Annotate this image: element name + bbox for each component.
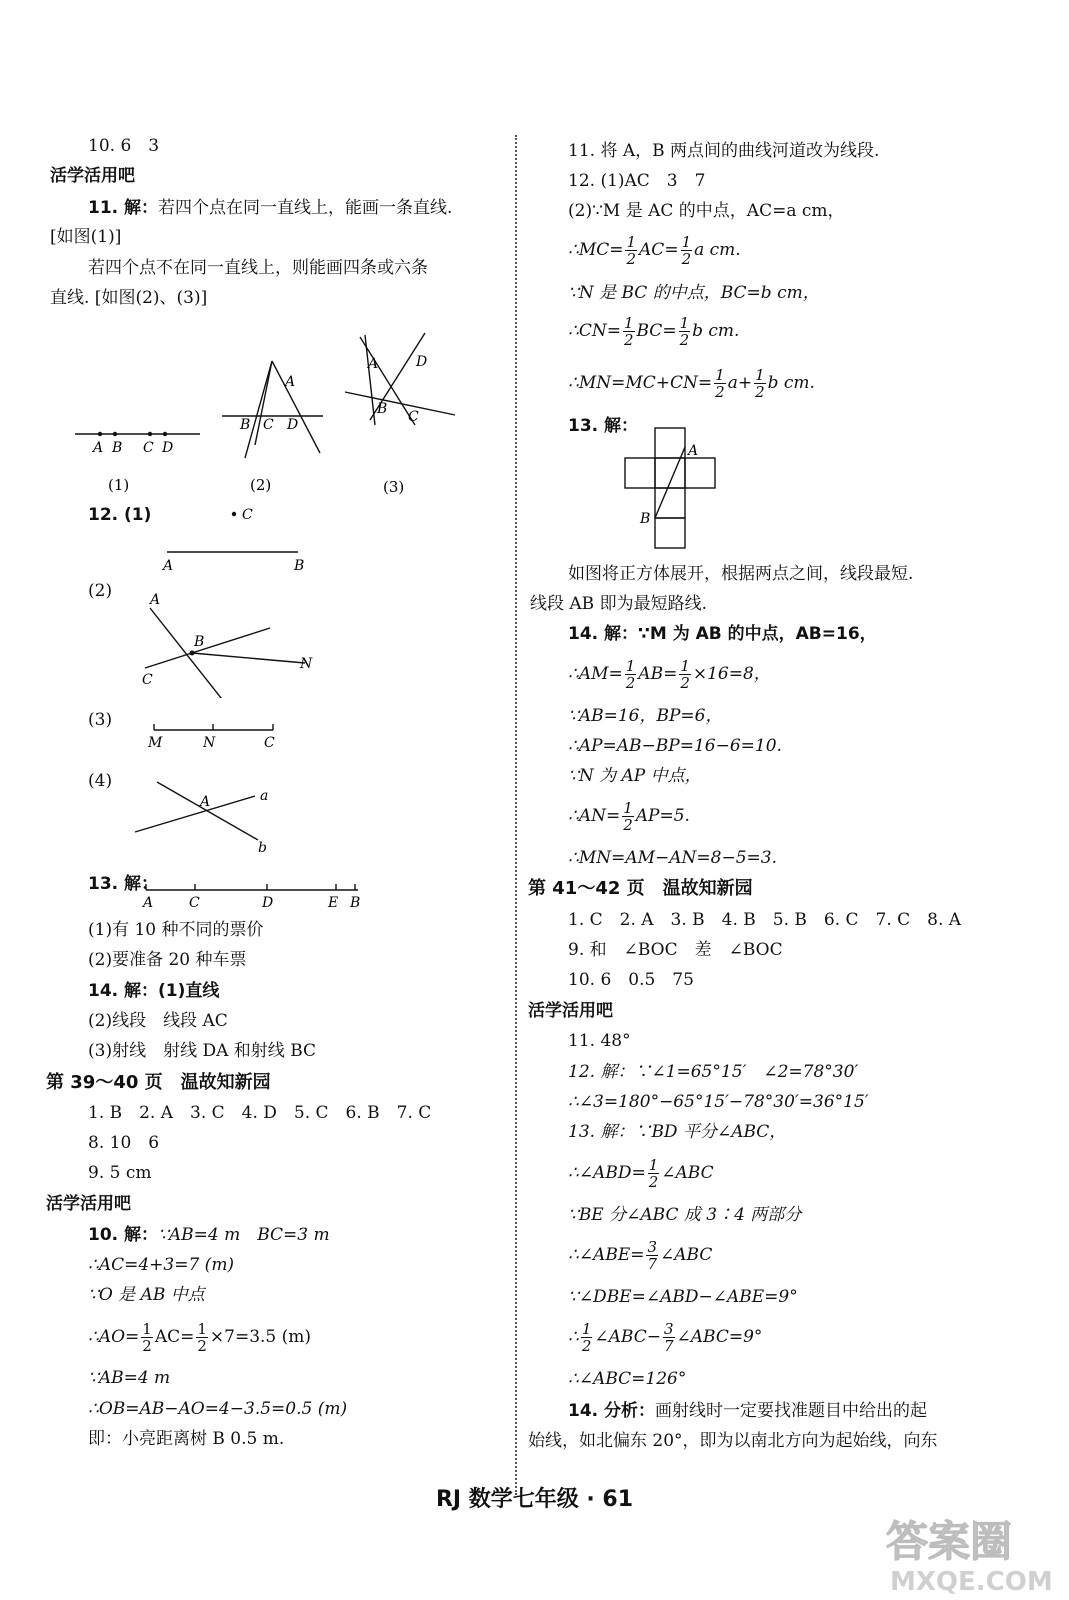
question-number: 11. 解： xyxy=(88,198,159,218)
point-label: M xyxy=(148,735,163,751)
expr: ∠ABC=9° xyxy=(676,1327,763,1347)
question-13-right: 13. 解： xyxy=(568,416,639,436)
expr: ∴AM= xyxy=(568,664,623,684)
answer-12-n: ∵N 是 BC 的中点，BC=b cm， xyxy=(568,283,820,303)
denominator: 2 xyxy=(625,674,636,692)
point-label: A xyxy=(285,374,296,390)
answer-14-line1: 14. 解：∵M 为 AB 的中点，AB=16， xyxy=(568,624,877,644)
question-number: 12. (1) xyxy=(88,505,152,525)
section-title-41-42: 第 41～42 页 温故知新园 xyxy=(528,878,753,899)
answer-14-ap: ∴AP=AB−BP=16−6=10. xyxy=(568,736,782,756)
expr: b cm. xyxy=(692,321,740,341)
denominator: 2 xyxy=(755,383,765,401)
expr: ∠ABC− xyxy=(594,1327,661,1347)
fraction xyxy=(754,367,766,400)
point-label: D xyxy=(416,354,428,370)
answer-text: ∵AB=4 m BC=3 m xyxy=(158,1225,330,1245)
fraction xyxy=(625,234,637,267)
expr: ∴MN=MC+CN= xyxy=(568,373,713,393)
answer-9: 9. 5 cm xyxy=(88,1163,152,1183)
question-12-2: (2) xyxy=(88,581,113,601)
answer-10-line6: ∴OB=AB−AO=4−3.5=0.5 (m) xyxy=(88,1399,348,1419)
answer-14-mn: ∴MN=AM−AN=8−5=3. xyxy=(568,848,778,868)
expr: ∴∠ABE= xyxy=(568,1245,645,1265)
answer-10-line5: ∵AB=4 m xyxy=(88,1368,171,1388)
denominator: 2 xyxy=(648,1173,659,1191)
numerator: 1 xyxy=(679,314,690,332)
fraction xyxy=(622,800,634,833)
point-label: C xyxy=(142,672,153,688)
question-number: 10. 解： xyxy=(88,1225,159,1245)
section-heading: 活学活用吧 xyxy=(46,1194,131,1214)
point-label: A xyxy=(143,895,154,911)
denominator: 2 xyxy=(626,250,637,268)
answer-13-abc: ∴∠ABC=126° xyxy=(568,1369,687,1389)
column-divider xyxy=(515,135,517,1495)
question-12-1 xyxy=(88,504,151,526)
point-label: N xyxy=(300,656,313,672)
expr: ∴CN= xyxy=(568,321,621,341)
answer-11-right-2: 11. 48° xyxy=(568,1031,631,1051)
page-footer: RJ 数学七年级 · 61 xyxy=(435,1487,634,1512)
answer-14-2: (2)线段 线段 AC xyxy=(88,1011,228,1031)
figure-12-3 xyxy=(140,715,290,755)
denominator: 2 xyxy=(679,331,690,349)
point-label: B xyxy=(112,440,123,456)
answer-10-line1 xyxy=(88,1224,330,1246)
point-label: D xyxy=(262,895,274,911)
point-label: N xyxy=(203,735,216,751)
expr: ∠ABC xyxy=(660,1245,713,1265)
section-heading: 活学活用吧 xyxy=(50,166,135,186)
answer-10-line4 xyxy=(88,1317,311,1357)
answer-13-line2: 线段 AB 即为最短路线. xyxy=(530,594,707,614)
answer-12-cn xyxy=(568,311,739,351)
figure-13-net xyxy=(620,425,730,555)
figure-12-4 xyxy=(130,770,290,860)
question-12-4: (4) xyxy=(88,771,113,791)
answer-8: 8. 10 6 xyxy=(88,1133,160,1153)
answer-11-right: 11. 将 A，B 两点间的曲线河道改为线段. xyxy=(568,141,880,161)
numerator: 1 xyxy=(681,233,692,251)
point-label: a xyxy=(260,788,269,804)
figure-caption: (1) xyxy=(108,476,130,494)
point-label: b xyxy=(258,840,267,856)
denominator: 2 xyxy=(680,674,690,692)
figure-caption: (3) xyxy=(383,478,405,496)
point-label: D xyxy=(287,417,299,433)
numerator: 1 xyxy=(625,657,636,675)
answer-9-right: 9. 和 ∠BOC 差 ∠BOC xyxy=(568,940,783,960)
point-label: A xyxy=(150,592,161,608)
expr: a cm. xyxy=(694,240,741,260)
numerator: 1 xyxy=(715,366,725,384)
point-label: A xyxy=(163,558,174,574)
point-label: A xyxy=(200,794,211,810)
answer-13-2: (2)要准备 20 种车票 xyxy=(88,950,247,970)
answer-13-eq xyxy=(568,1317,762,1357)
expr: ∴AO= xyxy=(88,1327,140,1347)
point-label: A xyxy=(368,356,379,372)
denominator: 2 xyxy=(623,331,634,349)
expr: AB= xyxy=(638,664,678,684)
answer-12-1: 12. (1)AC 3 7 xyxy=(568,171,706,191)
numerator: 1 xyxy=(755,366,765,384)
choice-answers-right: 1. C 2. A 3. B 4. B 5. B 6. C 7. C 8. A xyxy=(568,910,962,930)
expr: AC= xyxy=(639,240,679,260)
expr: BC= xyxy=(636,321,677,341)
fraction xyxy=(581,1321,593,1354)
point-label: C xyxy=(408,409,419,425)
denominator: 7 xyxy=(663,1337,674,1355)
answer-13-1: (1)有 10 种不同的票价 xyxy=(88,920,264,940)
watermark-logo xyxy=(878,1508,1066,1596)
answer-10-line3: ∵O 是 AB 中点 xyxy=(88,1285,205,1305)
answer-14-bp: ∵AB=16，BP=6， xyxy=(568,706,723,726)
fraction xyxy=(681,234,693,267)
answer-14-analysis-1 xyxy=(568,1400,927,1422)
point-label: A xyxy=(93,440,104,456)
expr: ×7=3.5 (m) xyxy=(209,1327,312,1347)
expr: ∴MC= xyxy=(568,240,624,260)
denominator: 2 xyxy=(197,1337,207,1355)
point-label: B xyxy=(294,558,305,574)
answer-13-line1: 如图将正方体展开，根据两点之间，线段最短. xyxy=(568,564,914,584)
answer-10-right: 10. 6 0.5 75 xyxy=(568,970,694,990)
answer-13-abe xyxy=(568,1235,712,1275)
point-label: C xyxy=(189,895,200,911)
fraction xyxy=(623,315,635,348)
fraction xyxy=(663,1321,675,1354)
expr: ∴AN= xyxy=(568,806,621,826)
fraction xyxy=(141,1321,153,1354)
point-label: C xyxy=(143,440,154,456)
numerator: 1 xyxy=(623,799,633,817)
numerator: 1 xyxy=(626,233,637,251)
question-number: 13. 解： xyxy=(88,874,159,894)
answer-12-right-2: ∴∠3=180°−65°15′−78°30′=36°15′ xyxy=(568,1092,869,1112)
section-heading: 活学活用吧 xyxy=(528,1001,613,1021)
expr: ∴ xyxy=(568,1327,579,1347)
question-number: 14. 分析： xyxy=(568,1401,656,1421)
question-12-3: (3) xyxy=(88,710,113,730)
answer-11-line1 xyxy=(88,197,452,219)
point-label: C xyxy=(264,735,275,751)
section-title-39-40: 第 39～40 页 温故知新园 xyxy=(46,1072,271,1093)
figure-lines-11 xyxy=(60,325,480,505)
answer-13-abd xyxy=(568,1153,714,1193)
answer-13-be: ∵BE 分∠ABC 成 3∶4 两部分 xyxy=(568,1205,802,1225)
numerator: 1 xyxy=(648,1156,659,1174)
figure-12-2 xyxy=(130,588,330,698)
expr: a+ xyxy=(727,373,753,393)
point-label: A xyxy=(688,443,699,459)
fraction xyxy=(646,1239,658,1272)
answer-12-right: 12. 解：∵∠1=65°15′ ∠2=78°30′ xyxy=(568,1062,859,1082)
answer-text: 若四个点在同一直线上，能画一条直线. xyxy=(158,198,453,218)
figure-caption: (2) xyxy=(250,476,272,494)
point-label: C xyxy=(263,417,274,433)
answer-10-line7: 即：小亮距离树 B 0.5 m. xyxy=(88,1429,285,1449)
point-label: B xyxy=(350,895,361,911)
point-label: B xyxy=(640,511,651,527)
answer-13-right-1: 13. 解：∵BD 平分∠ABC， xyxy=(568,1122,787,1142)
numerator: 1 xyxy=(142,1320,152,1338)
answer-14-an xyxy=(568,796,690,836)
numerator: 3 xyxy=(663,1320,674,1338)
denominator: 2 xyxy=(142,1337,152,1355)
answer-13-dbe: ∵∠DBE=∠ABD−∠ABE=9° xyxy=(568,1287,798,1307)
answer-12-2: (2)∵M 是 AC 的中点，AC=a cm， xyxy=(568,201,845,221)
denominator: 2 xyxy=(681,250,692,268)
fraction xyxy=(679,658,691,691)
expr: b cm. xyxy=(767,373,815,393)
svg-text:MXQE.COM: MXQE.COM xyxy=(890,1567,1053,1596)
denominator: 7 xyxy=(647,1255,658,1273)
choice-answers: 1. B 2. A 3. C 4. D 5. C 6. B 7. C xyxy=(88,1103,432,1123)
answer-text: 画射线时一定要找准题目中给出的起 xyxy=(655,1401,928,1421)
answer-14-am xyxy=(568,654,771,694)
expr: ∴∠ABD= xyxy=(568,1163,646,1183)
numerator: 1 xyxy=(581,1320,592,1338)
expr: AP=5. xyxy=(635,806,690,826)
fraction xyxy=(196,1321,208,1354)
answer-12-mc xyxy=(568,230,741,270)
expr: ∠ABC xyxy=(661,1163,714,1183)
denominator: 2 xyxy=(623,816,633,834)
answer-14-n: ∵N 为 AP 中点， xyxy=(568,766,702,786)
expr: ×16=8， xyxy=(692,664,771,684)
point-label: B xyxy=(240,417,251,433)
point-label: B xyxy=(377,401,388,417)
expr: AC= xyxy=(154,1327,195,1347)
point-label: B xyxy=(194,634,205,650)
fraction xyxy=(648,1157,660,1190)
point-label: C xyxy=(242,507,253,523)
numerator: 1 xyxy=(623,314,634,332)
answer-10-line2: ∴AC=4+3=7 (m) xyxy=(88,1255,235,1275)
answer-14-analysis-2: 始线，如北偏东 20°，即为以南北方向为起始线，向东 xyxy=(528,1431,938,1451)
answer-11-line4: 直线. [如图(2)、(3)] xyxy=(50,288,208,308)
figure-13-segment xyxy=(140,878,370,914)
denominator: 2 xyxy=(581,1337,592,1355)
point-label: E xyxy=(328,895,339,911)
denominator: 2 xyxy=(715,383,725,401)
answer-11-line2: [如图(1)] xyxy=(50,227,122,247)
point-label: D xyxy=(162,440,174,456)
fraction xyxy=(714,367,726,400)
svg-text:答案圈: 答案圈 xyxy=(886,1517,1013,1566)
fraction xyxy=(625,658,637,691)
fraction xyxy=(679,315,691,348)
numerator: 1 xyxy=(680,657,690,675)
numerator: 3 xyxy=(647,1238,658,1256)
figure-12-1 xyxy=(150,500,320,580)
answer-11-line3: 若四个点不在同一直线上，则能画四条或六条 xyxy=(88,258,428,278)
answer-14-3: (3)射线 射线 DA 和射线 BC xyxy=(88,1041,317,1061)
answer-14-1: 14. 解：(1)直线 xyxy=(88,981,220,1001)
answer-12-mn xyxy=(568,363,815,403)
numerator: 1 xyxy=(197,1320,207,1338)
answer-10: 10. 6 3 xyxy=(88,136,160,156)
